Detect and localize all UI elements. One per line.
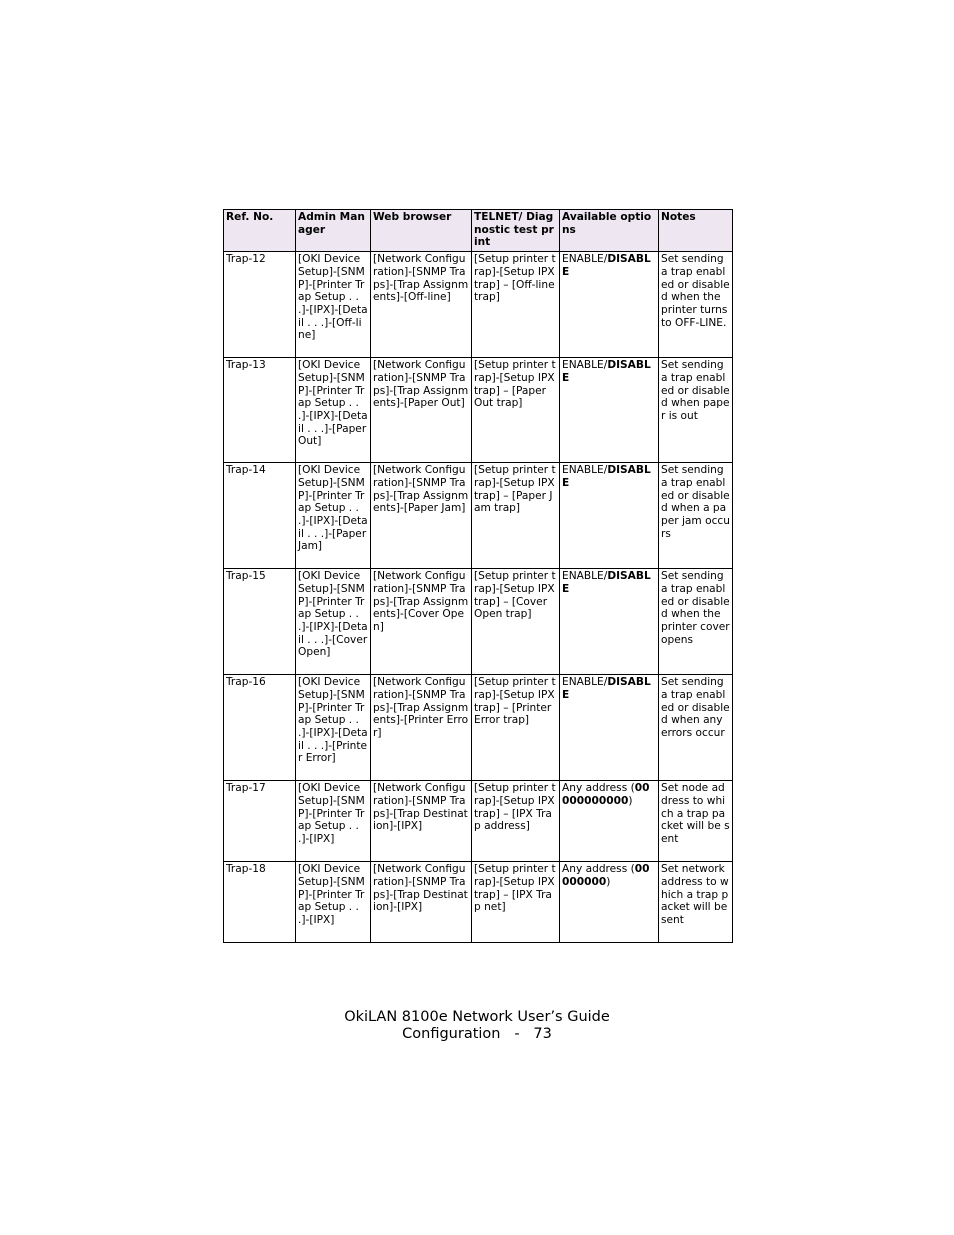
cell-ref-no: Trap-17: [224, 781, 296, 862]
header-notes: Notes: [659, 210, 733, 252]
cell-available-options: [560, 463, 659, 569]
option-prefix: ENABLE/: [562, 676, 608, 689]
option-default: DISABLE: [562, 464, 651, 489]
cell-web-browser: [Network Configuration]-[SNMP Traps]-[Trap Assignments]-[Paper Out]: [371, 358, 472, 463]
cell-notes: Set sending a trap enabled or disabled when any errors occur: [659, 675, 733, 781]
table-row: [224, 781, 733, 862]
option-prefix: ENABLE/: [562, 464, 608, 477]
option-prefix: ENABLE/: [562, 253, 608, 266]
table-row: [224, 463, 733, 569]
table-row: [224, 252, 733, 358]
option-prefix: Any address (: [562, 782, 635, 795]
cell-ref-no: Trap-16: [224, 675, 296, 781]
cell-notes: Set network address to which a trap packet will be sent: [659, 862, 733, 943]
cell-notes: Set sending a trap enabled or disabled when a paper jam occurs: [659, 463, 733, 569]
cell-available-options: [560, 675, 659, 781]
option-suffix: ): [606, 875, 611, 888]
header-ref-no: Ref. No.: [224, 210, 296, 252]
cell-available-options: [560, 569, 659, 675]
cell-telnet: [Setup printer trap]-[Setup IPX trap] – [IPX Trap net]: [472, 862, 560, 943]
section-page-number: Configuration - 73: [402, 1026, 552, 1042]
cell-web-browser: [Network Configuration]-[SNMP Traps]-[Trap Assignments]-[Printer Error]: [371, 675, 472, 781]
cell-telnet: [Setup printer trap]-[Setup IPX trap] – [Off-line trap]: [472, 252, 560, 358]
cell-available-options: [560, 781, 659, 862]
cell-telnet: [Setup printer trap]-[Setup IPX trap] – [Paper Jam trap]: [472, 463, 560, 569]
cell-available-options: [560, 358, 659, 463]
cell-ref-no: Trap-14: [224, 463, 296, 569]
option-default: DISABLE: [562, 676, 651, 701]
cell-admin-manager: [OKI Device Setup]-[SNMP]-[Printer Trap Setup . . .]-[IPX]-[Detail . . .]-[Cover Open]: [296, 569, 371, 675]
cell-admin-manager: [OKI Device Setup]-[SNMP]-[Printer Trap Setup . . .]-[IPX]-[Detail . . .]-[Paper Out]: [296, 358, 371, 463]
cell-telnet: [Setup printer trap]-[Setup IPX trap] – [Printer Error trap]: [472, 675, 560, 781]
cell-ref-no: Trap-13: [224, 358, 296, 463]
option-default: DISABLE: [562, 253, 651, 278]
table-row: [224, 569, 733, 675]
header-admin-manager: Admin Manager: [296, 210, 371, 252]
cell-available-options: [560, 252, 659, 358]
cell-admin-manager: [OKI Device Setup]-[SNMP]-[Printer Trap Setup . . .]-[IPX]-[Detail . . .]-[Paper Jam]: [296, 463, 371, 569]
cell-admin-manager: [OKI Device Setup]-[SNMP]-[Printer Trap Setup . . .]-[IPX]: [296, 862, 371, 943]
cell-ref-no: Trap-15: [224, 569, 296, 675]
document-title: OkiLAN 8100e Network User’s Guide: [344, 1009, 610, 1025]
page-footer: [0, 1009, 954, 1043]
cell-ref-no: Trap-12: [224, 252, 296, 358]
cell-notes: Set node address to which a trap packet will be sent: [659, 781, 733, 862]
option-prefix: ENABLE/: [562, 570, 608, 583]
option-default: DISABLE: [562, 359, 651, 384]
cell-telnet: [Setup printer trap]-[Setup IPX trap] – [IPX Trap address]: [472, 781, 560, 862]
cell-notes: Set sending a trap enabled or disabled when the printer cover opens: [659, 569, 733, 675]
option-suffix: ): [628, 794, 633, 807]
option-prefix: ENABLE/: [562, 359, 608, 372]
cell-admin-manager: [OKI Device Setup]-[SNMP]-[Printer Trap Setup . . .]-[IPX]: [296, 781, 371, 862]
table-row: [224, 358, 733, 463]
header-web-browser: Web browser: [371, 210, 472, 252]
cell-web-browser: [Network Configuration]-[SNMP Traps]-[Trap Destination]-[IPX]: [371, 862, 472, 943]
table-row: [224, 675, 733, 781]
cell-ref-no: Trap-18: [224, 862, 296, 943]
header-telnet: TELNET/ Diagnostic test print: [472, 210, 560, 252]
cell-telnet: [Setup printer trap]-[Setup IPX trap] – [Cover Open trap]: [472, 569, 560, 675]
option-prefix: Any address (: [562, 863, 635, 876]
cell-web-browser: [Network Configuration]-[SNMP Traps]-[Trap Assignments]-[Off-line]: [371, 252, 472, 358]
cell-notes: Set sending a trap enabled or disabled when the printer turns to OFF-LINE.: [659, 252, 733, 358]
option-default: 00000000: [562, 863, 650, 888]
cell-telnet: [Setup printer trap]-[Setup IPX trap] – [Paper Out trap]: [472, 358, 560, 463]
cell-web-browser: [Network Configuration]-[SNMP Traps]-[Trap Assignments]-[Cover Open]: [371, 569, 472, 675]
cell-admin-manager: [OKI Device Setup]-[SNMP]-[Printer Trap Setup . . .]-[IPX]-[Detail . . .]-[Off-line]: [296, 252, 371, 358]
trap-settings-table: [223, 209, 733, 943]
cell-notes: Set sending a trap enabled or disabled when paper is out: [659, 358, 733, 463]
cell-available-options: [560, 862, 659, 943]
option-default: 00000000000: [562, 782, 650, 807]
header-available-options: Available options: [560, 210, 659, 252]
cell-admin-manager: [OKI Device Setup]-[SNMP]-[Printer Trap Setup . . .]-[IPX]-[Detail . . .]-[Printer Error]: [296, 675, 371, 781]
table-header-row: [224, 210, 733, 252]
option-default: DISABLE: [562, 570, 651, 595]
table-row: [224, 862, 733, 943]
cell-web-browser: [Network Configuration]-[SNMP Traps]-[Trap Destination]-[IPX]: [371, 781, 472, 862]
cell-web-browser: [Network Configuration]-[SNMP Traps]-[Trap Assignments]-[Paper Jam]: [371, 463, 472, 569]
